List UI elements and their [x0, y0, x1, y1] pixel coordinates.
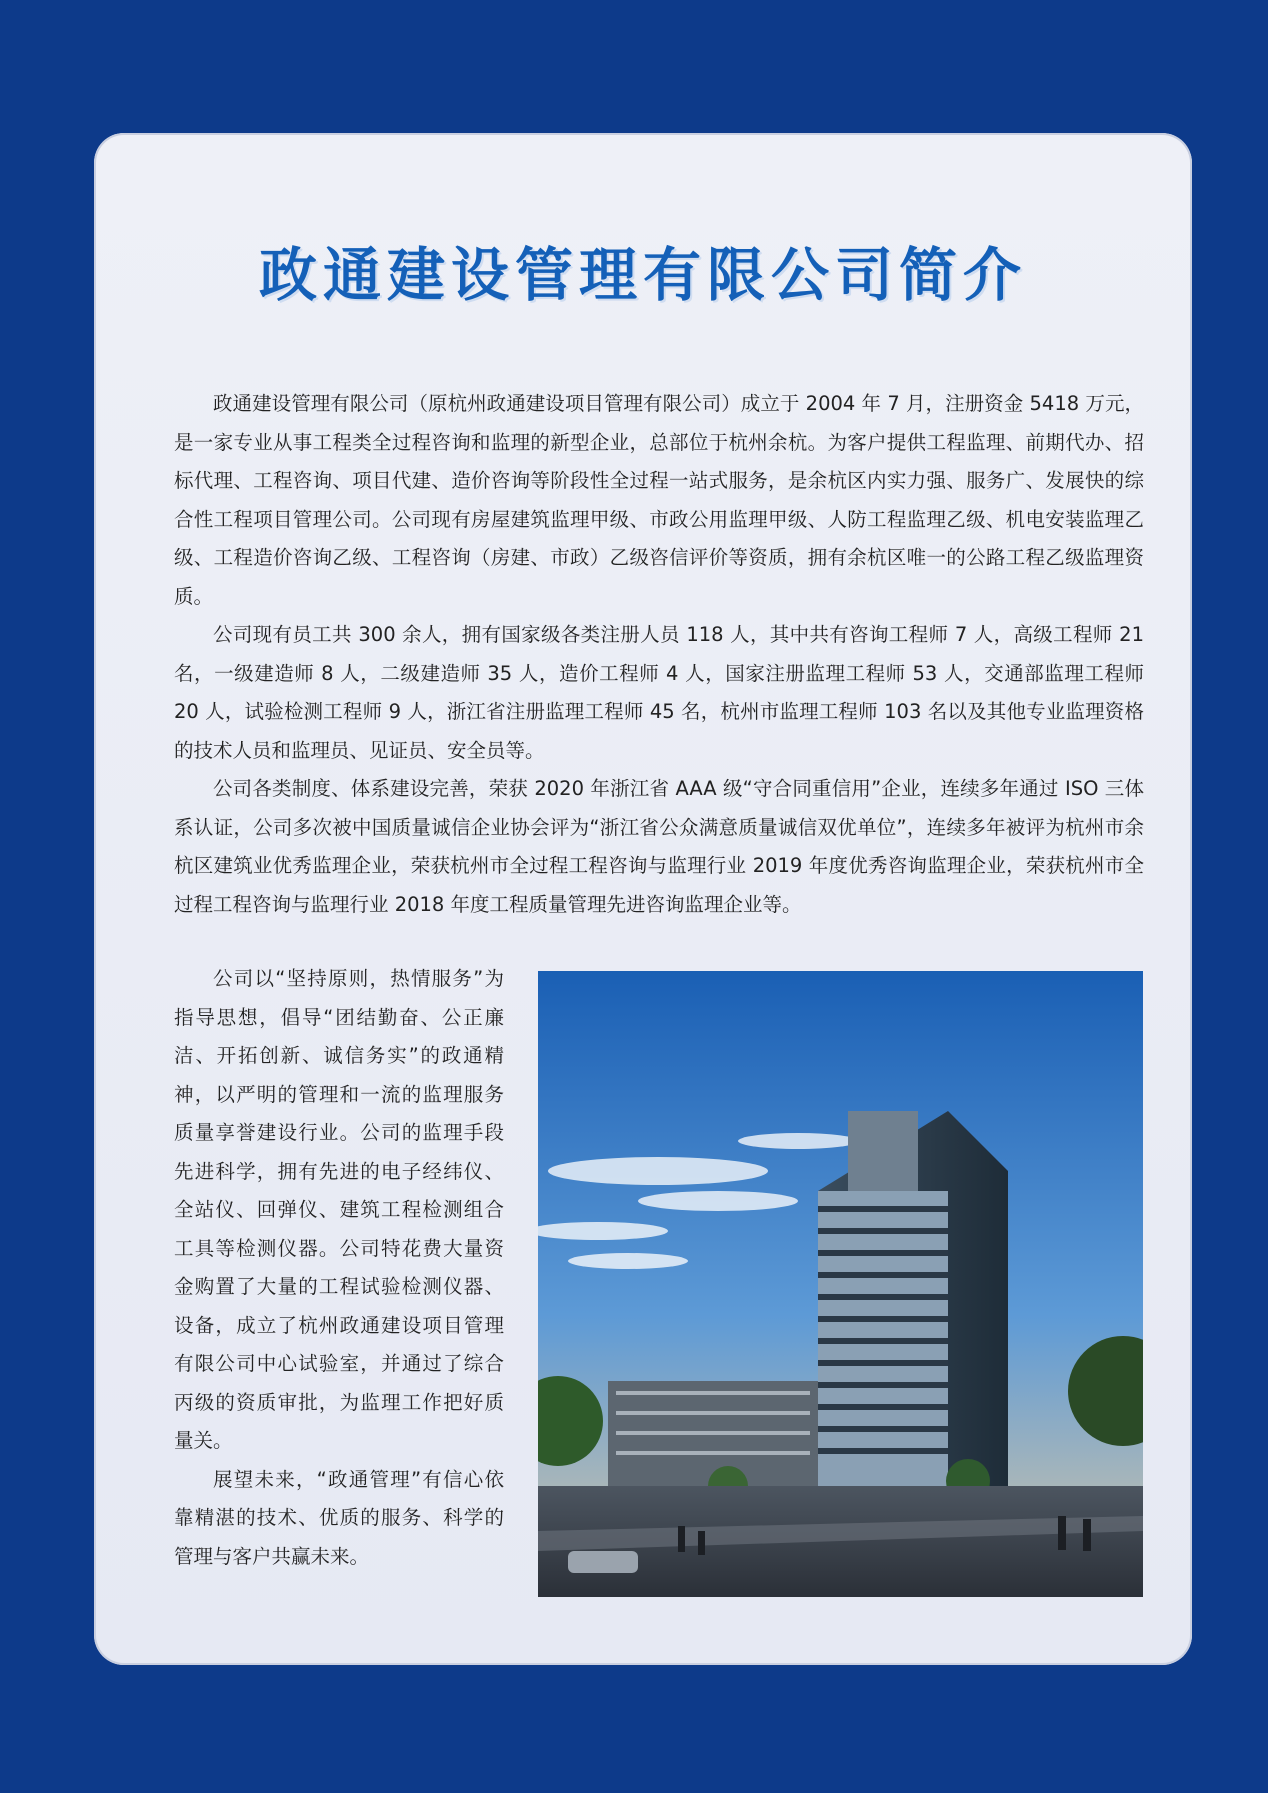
intro-text: [174, 385, 1144, 924]
side-text: [174, 960, 504, 1576]
paragraph-spirit: 公司以“坚持原则，热情服务”为指导思想，倡导“团结勤奋、公正廉洁、开拓创新、诚信务实”的政通精神，以严明的管理和一流的监理服务质量享誉建设行业。公司的监理手段先进科学，拥有先进的电子经纬仪、全站仪、回弹仪、建筑工程检测组合工具等检测仪器。公司特花费大量资金购置了大量的工程试验检测仪器、设备，成立了杭州政通建设项目管理有限公司中心试验室，并通过了综合丙级的资质审批，为监理工作把好质量关。: [174, 967, 504, 1452]
paragraph-intro: 政通建设管理有限公司（原杭州政通建设项目管理有限公司）成立于 2004 年 7 月，注册资金 5418 万元，是一家专业从事工程类全过程咨询和监理的新型企业，总部位于杭州余杭。为客户提供工程监理、前期代办、招标代理、工程咨询、项目代建、造价咨询等阶段性全过程一站式服务，是余杭区内实力强、服务广、发展快的综合性工程项目管理公司。公司现有房屋建筑监理甲级、市政公用监理甲级、人防工程监理乙级、机电安装监理乙级、工程造价咨询乙级、工程咨询（房建、市政）乙级咨信评价等资质，拥有余杭区唯一的公路工程乙级监理资质。: [174, 392, 1144, 608]
page-title: 政通建设管理有限公司简介: [258, 241, 1027, 309]
paragraph-staff: 公司现有员工共 300 余人，拥有国家级各类注册人员 118 人，其中共有咨询工程师 7 人，高级工程师 21 名，一级建造师 8 人，二级建造师 35 人，造价工程师 4 人，国家注册监理工程师 53 人，交通部监理工程师 20 人，试验检测工程师 9 人，浙江省注册监理工程师 45 名，杭州市监理工程师 103 名以及其他专业监理资格的技术人员和监理员、见证员、安全员等。: [174, 623, 1144, 762]
car: [568, 1551, 638, 1573]
brochure-page: [94, 133, 1192, 1665]
building-illustration: [538, 971, 1143, 1597]
tower-crown: [848, 1111, 918, 1191]
paragraph-future: 展望未来，“政通管理”有信心依靠精湛的技术、优质的服务、科学的管理与客户共赢未来。: [174, 1467, 504, 1568]
building-photo: [538, 971, 1143, 1597]
paragraph-honors: 公司各类制度、体系建设完善，荣获 2020 年浙江省 AAA 级“守合同重信用”企业，连续多年通过 ISO 三体系认证，公司多次被中国质量诚信企业协会评为“浙江省公众满意质量诚信双优单位”，连续多年被评为杭州市余杭区建筑业优秀监理企业，荣获杭州市全过程工程咨询与监理行业 2019 年度优秀咨询监理企业，荣获杭州市全过程工程咨询与监理行业 2018 年度工程质量管理先进咨询监理企业等。: [174, 777, 1144, 916]
